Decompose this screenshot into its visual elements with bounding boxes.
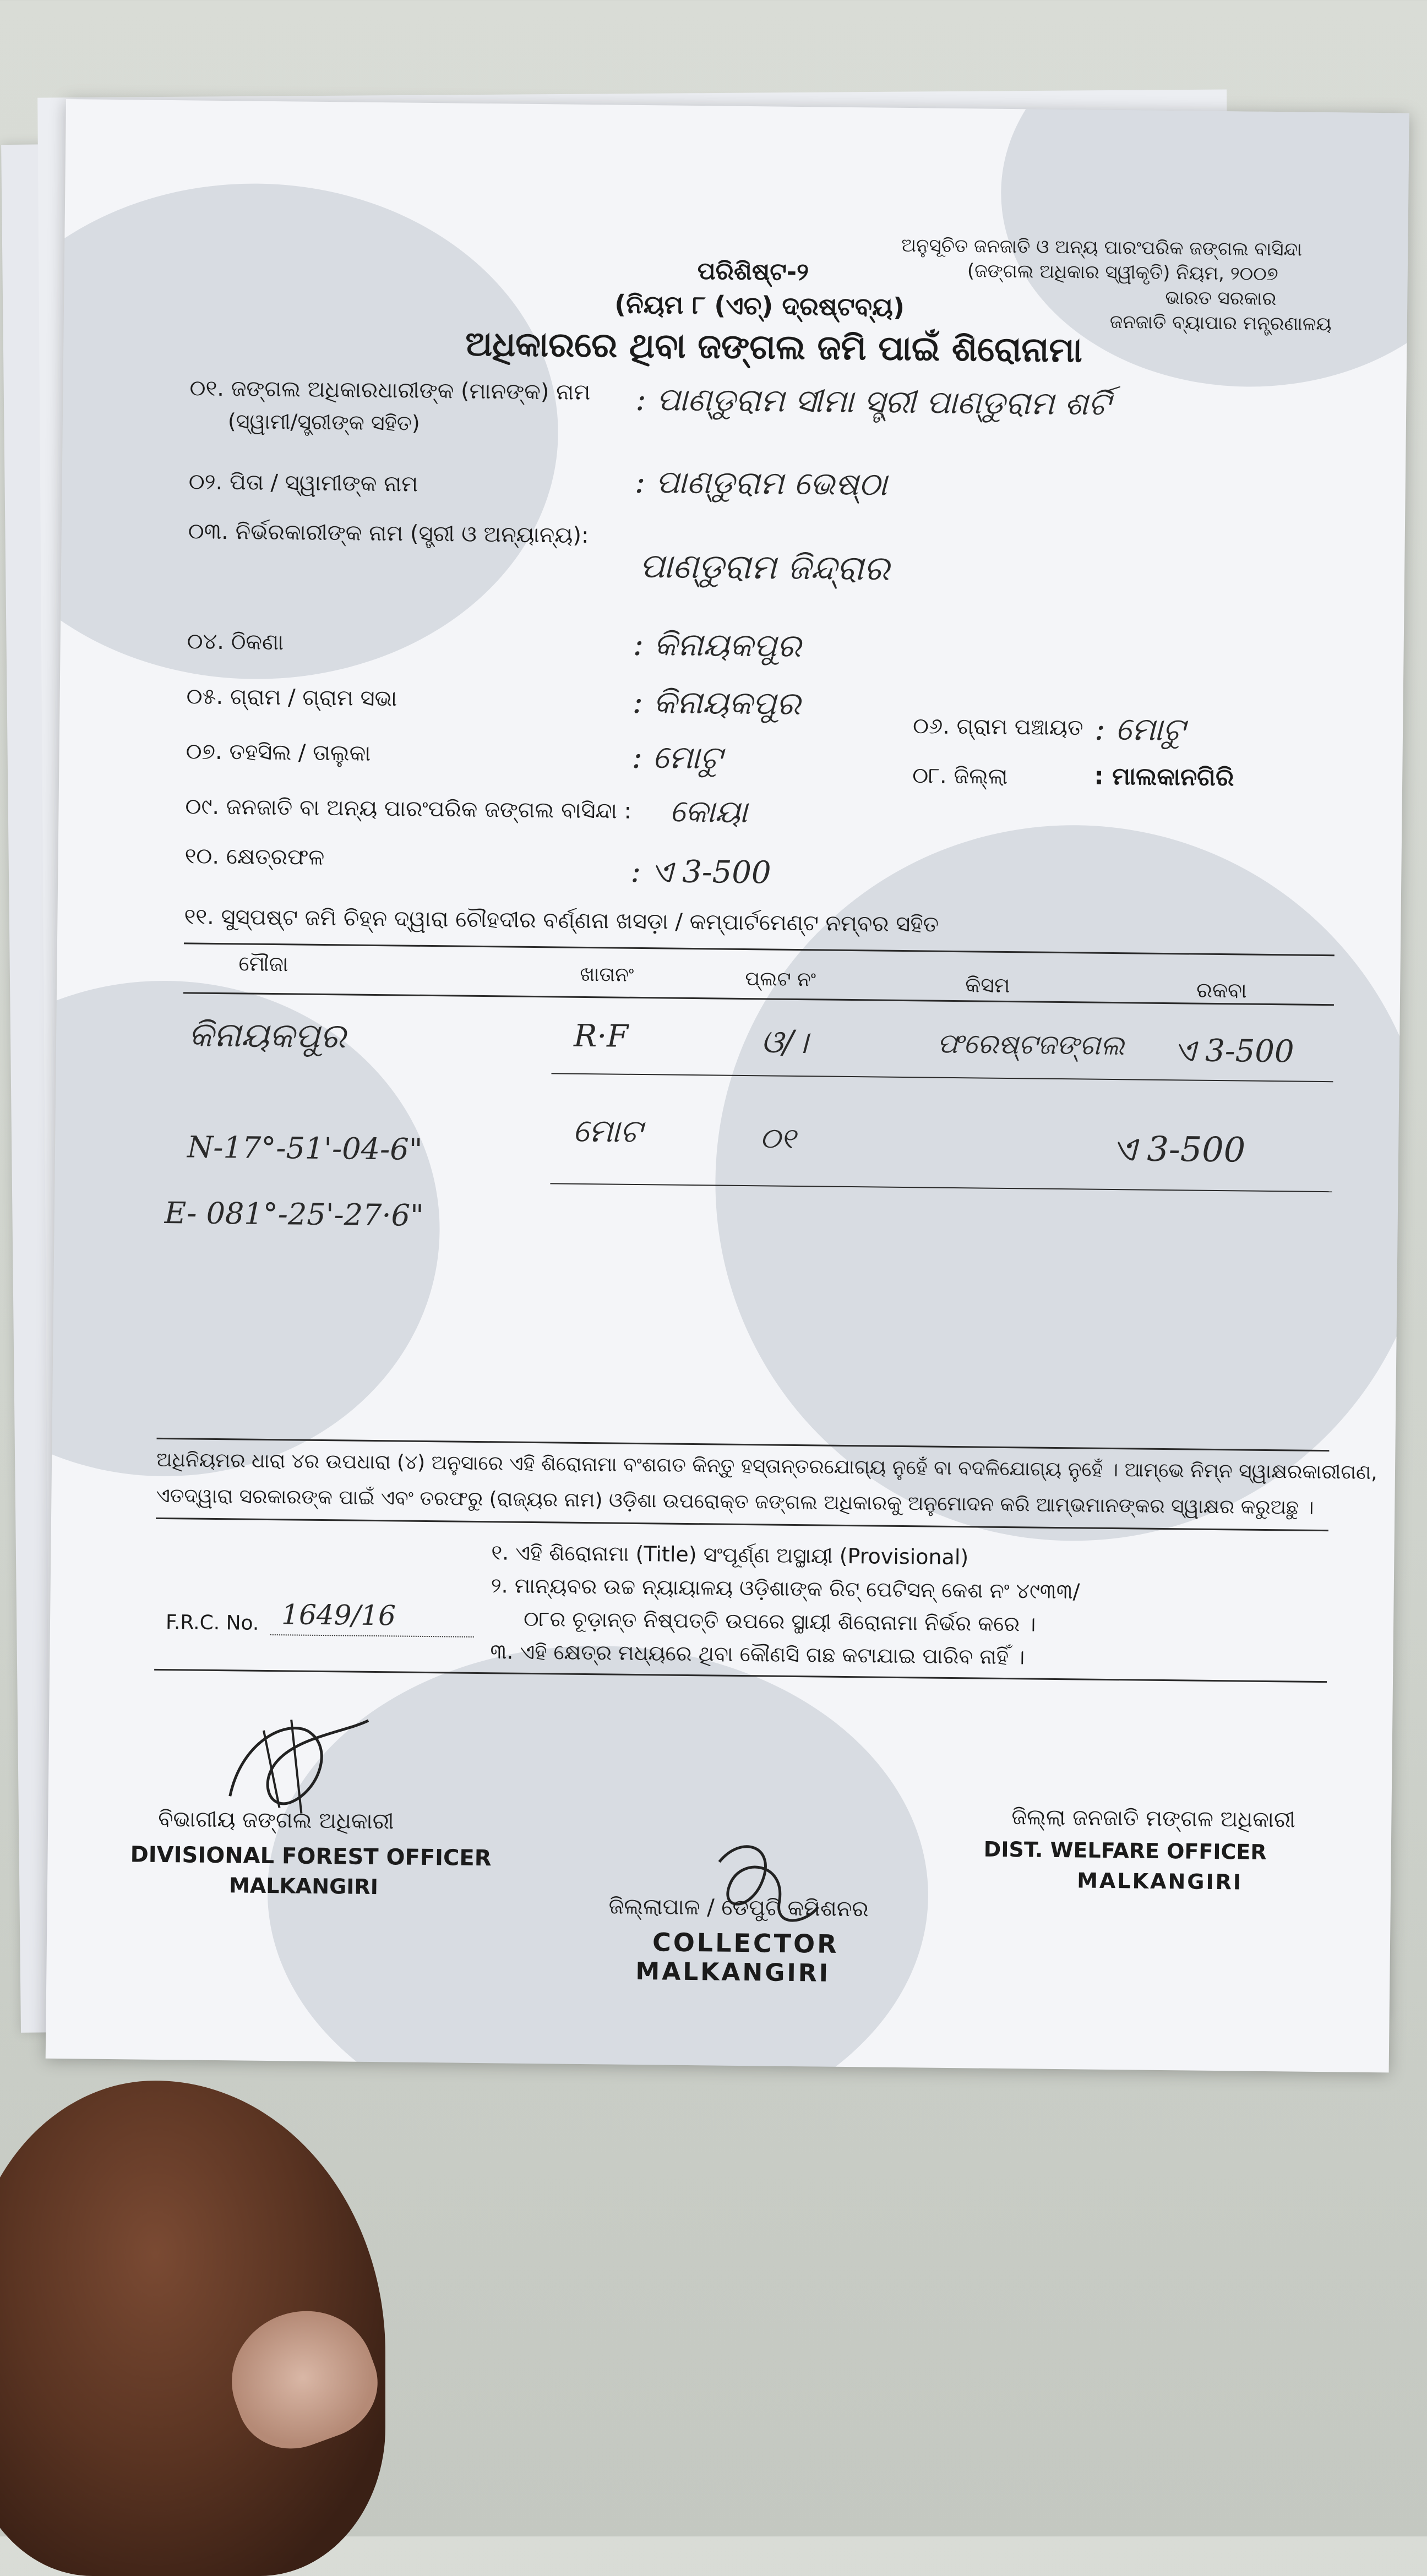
field-05-value: : କିନାୟକପୁର	[632, 683, 801, 723]
condition-1: ୧. ଏହି ଶିରୋନାମା (Title) ସଂପୂର୍ଣ୍ଣ ଅସ୍ଥାୟୀ (Provisional)	[491, 1540, 969, 1570]
table-row1-mouja: କିନାୟକପୁର	[188, 1014, 346, 1056]
collector-place: MALKANGIRI	[635, 1957, 831, 1988]
document-sheet	[46, 99, 1409, 2072]
field-03-label: ୦୩. ନିର୍ଭରକାରୀଙ୍କ ନାମ (ସ୍ତ୍ରୀ ଓ ଅନ୍ୟାନ୍ୟ):	[188, 519, 589, 548]
field-01-sublabel: (ସ୍ୱାମୀ/ସ୍ତ୍ରୀଙ୍କ ସହିତ)	[227, 409, 420, 435]
rule-reference: (ନିୟମ ୮ (ଏଚ୍) ଦ୍ରଷ୍ଟବ୍ୟ)	[614, 289, 905, 322]
field-11-label: ୧୧. ସୁସ୍ପଷ୍ଟ ଜମି ଚିହ୍ନ ଦ୍ୱାରା ଚୌହଦୀର ବର୍ଣ୍ଣନା ଖସଡ଼ା / କମ୍ପାର୍ଟମେଣ୍ଟ ନମ୍ବର ସହିତ	[184, 904, 939, 937]
field-06-value: : ମୋଟୁ	[1094, 710, 1185, 749]
field-10-value: : ଏ 3-500	[630, 853, 771, 891]
field-01-value: : ପାଣ୍ଡୁରାମ ସୀମା ସ୍ତ୍ରୀ ପାଣ୍ଡୁରାମ ଶର୍ଟି	[635, 380, 1111, 423]
declaration-line-1: ଅଧିନିୟମର ଧାରା ୪ର ଉପଧାରା (୪) ଅନୁସାରେ ଏହି ଶିରୋନାମା ବଂଶଗତ କିନ୍ତୁ ହସ୍ତାନ୍ତରଯୋଗ୍ୟ ନୁହେଁ ବା ବଦଳିଯୋଗ୍ୟ ନୁହେଁ । ଆମ୍ଭେ ନିମ୍ନ ସ୍ୱାକ୍ଷରକାରୀଗଣ,	[156, 1448, 1377, 1485]
act-name-line-4: ଜନଜାତି ବ୍ୟାପାର ମନ୍ତ୍ରଣାଳୟ	[1109, 310, 1332, 336]
field-08-label: ୦୮. ଜିଲ୍ଲା	[912, 763, 1008, 789]
dwo-place: MALKANGIRI	[1076, 1868, 1243, 1895]
table-row1-khata: R·F	[573, 1018, 629, 1055]
field-09-value: କୋୟା	[669, 793, 748, 831]
act-name-line-1: ଅନୁସୂଚିତ ଜନଜାତି ଓ ଅନ୍ୟ ପାରଂପରିକ ଜଙ୍ଗଲ ବାସିନ୍ଦା	[901, 234, 1303, 261]
table-row1-plot: ଓ/।	[760, 1023, 809, 1061]
field-01-label: ୦୧. ଜଙ୍ଗଲ ଅଧିକାରଧାରୀଙ୍କ (ମାନଙ୍କ) ନାମ	[189, 375, 591, 405]
field-09-label: ୦୯. ଜନଜାତି ବା ଅନ୍ୟ ପାରଂପରିକ ଜଙ୍ଗଲ ବାସିନ୍ଦା :	[185, 794, 632, 824]
field-03-value: ପାଣ୍ଡୁରାମ ଜିନ୍ଦ୍ରାର	[639, 545, 890, 588]
collector-title-english: COLLECTOR	[652, 1927, 839, 1959]
table-header-kisam: କିସମ	[965, 973, 1010, 998]
table-header-plot: ପ୍ଲଟ ନଂ	[745, 968, 816, 991]
condition-3: ୩. ଏହି କ୍ଷେତ୍ର ମଧ୍ୟରେ ଥିବା କୌଣସି ଗଛ କଟାଯାଇ ପାରିବ ନାହିଁ ।	[490, 1639, 1025, 1669]
table-row1-kisam: ଫରେଷ୍ଟଜଙ୍ଗଲ	[936, 1027, 1125, 1062]
collector-signature	[696, 1829, 830, 1940]
condition-2: ୨. ମାନ୍ୟବର ଉଚ୍ଚ ନ୍ୟାୟାଳୟ ଓଡ଼ିଶାଙ୍କ ରିଟ୍ ପେଟିସନ୍ କେଶ ନଂ ୪୯୩୩/	[491, 1573, 1080, 1604]
table-header-mouja: ମୌଜା	[238, 951, 288, 976]
condition-2-cont: ୦୮ର ଚୂଡ଼ାନ୍ତ ନିଷ୍ପତ୍ତି ଉପରେ ସ୍ଥାୟୀ ଶିରୋନାମା ନିର୍ଭର କରେ ।	[523, 1606, 1036, 1636]
dfo-title-english: DIVISIONAL FOREST OFFICER	[130, 1842, 492, 1871]
table-row1-rakba: ଏ 3-500	[1173, 1033, 1294, 1070]
field-02-label: ୦୨. ପିତା / ସ୍ୱାମୀଙ୍କ ନାମ	[188, 469, 418, 497]
table-total-rakba: ଏ 3-500	[1112, 1128, 1246, 1170]
field-04-label: ୦୪. ଠିକଣା	[187, 629, 284, 656]
dwo-title-english: DIST. WELFARE OFFICER	[983, 1837, 1267, 1865]
annexure-label: ପରିଶିଷ୍ଟ-୨	[697, 257, 809, 287]
act-name-line-2: (ଜଙ୍ଗଲ ଅଧିକାର ସ୍ୱୀକୃତି) ନିୟମ, ୨୦୦୭	[967, 260, 1278, 286]
field-10-label: ୧୦. କ୍ଷେତ୍ରଫଳ	[184, 843, 325, 870]
table-header-khata: ଖାତାନଂ	[580, 963, 634, 986]
frc-label: F.R.C. No.	[165, 1611, 259, 1635]
field-07-value: : ମୋଟୁ	[631, 738, 722, 777]
field-05-label: ୦୫. ଗ୍ରାମ / ଗ୍ରାମ ସଭା	[186, 684, 397, 712]
dfo-title-odia: ବିଭାଗୀୟ ଜଙ୍ଗଲ ଅଧିକାରୀ	[158, 1806, 394, 1835]
collector-title-odia: ଜିଲ୍ଲାପାଳ / ଡେପୁଟି କମିଶନର	[608, 1893, 869, 1922]
frc-number: 1649/16	[281, 1598, 396, 1632]
dfo-place: MALKANGIRI	[228, 1873, 379, 1900]
field-04-value: : କିନାୟକପୁର	[633, 625, 802, 665]
declaration-line-2: ଏତଦ୍ୱାରା ସରକାରଙ୍କ ପାଇଁ ଏବଂ ତରଫରୁ (ରାଜ୍ୟର ନାମ) ଓଡ଼ିଶା ଉପରୋକ୍ତ ଜଙ୍ଗଲ ଅଧିକାରକୁ ଅନୁମୋଦନ କରି ଆମ୍ଭମାନଙ୍କର ସ୍ୱାକ୍ଷର କରୁଅଛୁ ।	[156, 1484, 1314, 1519]
field-07-label: ୦୭. ତହସିଲ / ତାଲୁକା	[186, 739, 371, 766]
table-total-plot: ୦୧	[759, 1122, 796, 1155]
document-title: ଅଧିକାରରେ ଥିବା ଜଙ୍ଗଲ ଜମି ପାଇଁ ଶିରୋନାମା	[465, 323, 1083, 370]
table-header-rakba: ରକବା	[1196, 978, 1247, 1003]
field-02-value: : ପାଣ୍ଡୁରାମ ଭେଷ୍ଠା	[634, 462, 887, 503]
act-name-line-3: ଭାରତ ସରକାର	[1165, 286, 1277, 310]
dwo-title-odia: ଜିଲ୍ଲା ଜନଜାତି ମଙ୍ଗଳ ଅଧିକାରୀ	[1011, 1804, 1296, 1833]
field-06-label: ୦୬. ଗ୍ରାମ ପଞ୍ଚାୟତ	[912, 713, 1083, 741]
gps-north: N-17°-51'-04-6"	[187, 1129, 423, 1167]
field-08-value: : ମାଲକାନଗିରି	[1093, 762, 1234, 792]
gps-east: E- 081°-25'-27·6"	[164, 1195, 424, 1233]
table-total-label: ମୋଟ	[573, 1111, 642, 1150]
